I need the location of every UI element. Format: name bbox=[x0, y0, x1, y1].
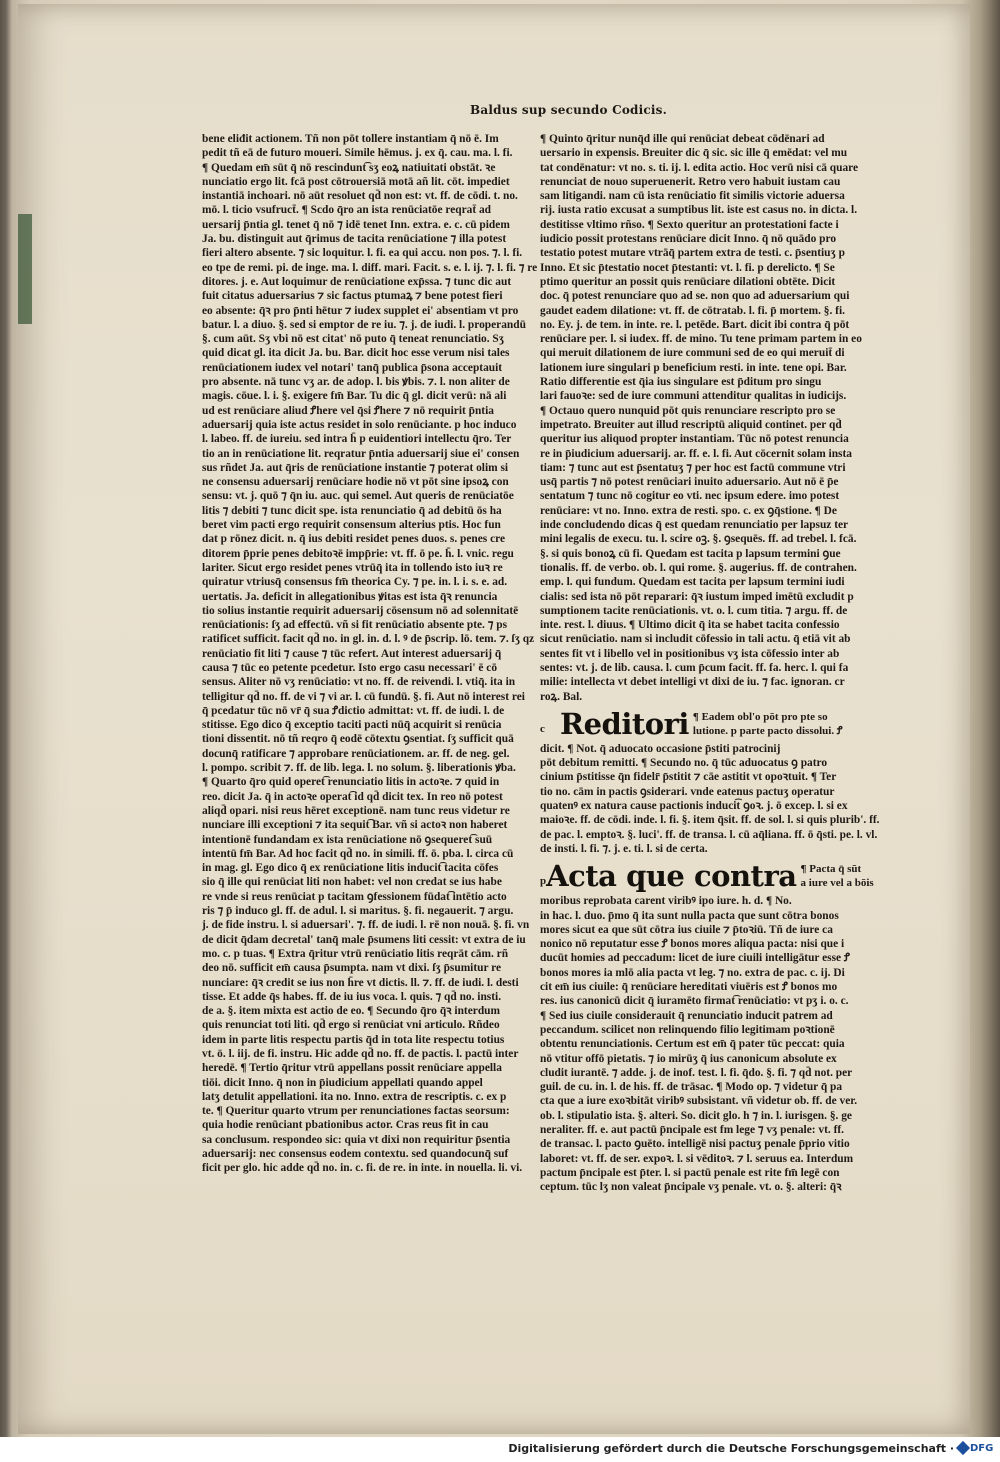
text-line: sus rñdet Ja. aut q̄ris de renūciatione instantie ⁊ poterat olim si bbox=[202, 461, 509, 474]
heading-side-line: ¶ Eadem obl'o pōt pro pte so bbox=[692, 710, 828, 723]
text-line: nunciare: q̄ꝛ credit se ius non h̄re vt dictis. ll. ⁊. ff. de iudi. l. desti bbox=[202, 976, 519, 989]
text-line: de a. §. item mixta est actio de eo. ¶ Secundo q̄ro q̄ꝛ interdum bbox=[202, 1005, 500, 1018]
text-line: litis ⁊ debiti ⁊ tunc dicit spe. ista renunciatio q̄ ad debitū ōs ha bbox=[202, 504, 502, 517]
text-line: ditores. j. e. Aut loquimur de renūciatione exp̄ssa. ⁊ tunc dic aut bbox=[202, 275, 512, 288]
text-line: tiōi. dicit Inno. q̄ non in p̄iudicium appellati quando appel bbox=[202, 1076, 483, 1089]
text-line: ris ⁊ p̄ induco gl. ff. de adul. l. si maritus. §. fi. negauerit. ⁊ argu. bbox=[202, 905, 514, 918]
text-line: nonico nō reputatur esse Ꝭ bonos mores aliqua pacta: nisi que i bbox=[540, 938, 845, 951]
text-line: nō vtitur offō pietatis. ⁊ io mirūʒ q̄ ius canonicum absolute ex bbox=[540, 1052, 837, 1065]
text-line: doc. q̄ potest renunciare quo ad se. non quo ad aduersarium qui bbox=[540, 290, 850, 303]
text-line: fieri altero absente. ⁊ sic loquitur. l. fi. ea qui accu. non pos. ⁊. l. fi. bbox=[202, 247, 523, 260]
text-line: stitisse. Ego dico q̄ exceptio taciti pacti nūq̄ acquirit si renūcia bbox=[202, 719, 502, 732]
text-line: nunciare illi exceptioni ⁊ ita sequit͡ Bar. vñ si actoꝛ non haberet bbox=[202, 819, 508, 832]
heading-side-line: a iure vel a bōis bbox=[800, 877, 874, 890]
text-line: cludit iurantē. ⁊ adde. j. de inof. test. l. fi. q̄do. §. fi. ⁊ qd̄ not. per bbox=[540, 1066, 853, 1079]
text-line: ne consensu aduersarij renūciare hodie nō vt pōt sine ipsoꝝ con bbox=[202, 476, 509, 489]
text-line: moribus reprobata carent viribꝰ ipo iure. h. d. ¶ No. bbox=[540, 895, 792, 908]
text-line: ud est renūciare aliud Ꝭhere vel q̄si Ꝭhere ⁊ nō requirit p̄ntia bbox=[202, 404, 494, 417]
text-line: in mag. gl. Ego dico q̄ ex renūciatione litis inducit͡ tacita cōfes bbox=[202, 862, 499, 875]
text-line: §. si quis bonoꝝ cū fi. Quedam est tacita p lapsum termini ꝯue bbox=[540, 547, 841, 560]
section-heading: Reditori bbox=[560, 706, 689, 741]
text-line: ducūt homies ad peccadum: licet de iure ciuili intelligātur esse Ꝭ bbox=[540, 952, 850, 965]
text-line: destitisse vltimo rñso. ¶ Sexto queritur an protestationi facte i bbox=[540, 218, 839, 231]
text-line: mo. c. p tuas. ¶ Extra q̄ritur vtrū renūciatio litis reqrāt cām. rñ bbox=[202, 947, 509, 960]
text-line: de transac. l. pacto ꝯuēto. intelligē nisi pactuʒ penale p̄prio vitio bbox=[540, 1138, 850, 1151]
text-line: ratificet sufficit. facit qd̄ no. in gl. in. d. l. ꝰ de p̄scrip. lō. tem. ⁊. ſʒ qz bbox=[202, 633, 535, 646]
text-line: heredē. ¶ Tertio q̄ritur vtrū appellans possit renūciare appella bbox=[202, 1062, 502, 1075]
text-line: quiratur vtriusq̄ consensus fm̄ theorica Cy. ⁊ pe. in. l. i. s. e. ad. bbox=[202, 576, 508, 589]
text-line: no. Ey. j. de tem. in inte. re. l. petēde. Bart. dicit ibi contra q̄ pōt bbox=[540, 318, 850, 331]
text-line: cinium p̄stitisse q̄n fidelr̄ p̄stitit ⁊ cāe astitit vt opoꝛtuit. ¶ Ter bbox=[540, 771, 837, 784]
text-line: quis renunciat toti liti. qd̄ ergo si renūciat vni articulo. Rñdeo bbox=[202, 1019, 500, 1032]
dfg-diamond-icon bbox=[956, 1441, 970, 1455]
dfg-logo bbox=[958, 1440, 994, 1456]
section-marker: p bbox=[540, 875, 547, 888]
text-line: roꝝ. Bal. bbox=[540, 690, 583, 703]
text-line: fuit citatus aduersarius ⁊ sic factus ptumaꝝ ⁊ bene potest fieri bbox=[202, 290, 503, 303]
text-line: ¶ Sed ius ciuile considerauit q̄ renunciatio inducit patrem ad bbox=[540, 1009, 833, 1022]
text-line: queritur ius aliquod propter instantiam. Tūc nō potest renuncia bbox=[540, 433, 849, 446]
text-line: tio no. cām in pactis ꝯsiderari. vnde eatenus pactuʒ operatur bbox=[540, 785, 835, 798]
text-line: laboret: vt. ff. de ser. expoꝛ. l. si vēditoꝛ. ⁊ l. seruus ea. Interdum bbox=[540, 1152, 854, 1165]
text-line: causa ⁊ tūc eo petente pcedetur. Isto ergo casu necessari' ē cō bbox=[202, 661, 498, 674]
text-line: l. labeo. ff. de iureiu. sed intra h̄ p euidentiori intellectu q̄ro. Ter bbox=[202, 433, 512, 446]
funding-credit: Digitalisierung gefördert durch die Deutsche Forschungsgemeinschaft · bbox=[508, 1442, 954, 1455]
text-line: cta que a iure exoꝛbitāt viribꝰ subsistant. vñ videtur ob. ff. de ver. bbox=[540, 1095, 858, 1108]
text-line: docunq̄ ratificare ⁊ approbare renūciationem. ar. ff. de neg. gel. bbox=[202, 747, 510, 760]
text-line: j. de fide instru. l. si aduersari'. ⁊. ff. de iudi. l. rē non nouā. §. fi. vn bbox=[202, 919, 530, 932]
text-line: tionalis. ff. de verbo. ob. l. qui rome. §. augerius. ff. de contrahen. bbox=[540, 561, 857, 574]
text-line: tio an in renūciatione lit. reqratur p̄ntia aduersarij siue ei' consen bbox=[202, 447, 520, 460]
text-line: pactum p̄ncipale est p̄ter. l. si pactū penale est rite fm̄ legē con bbox=[540, 1166, 840, 1179]
text-line: aduersarij: nec consensus eodem contextu. sed quandocunq̄ suf bbox=[202, 1148, 509, 1161]
text-line: Inno. Et sic p̄testatio nocet p̄testanti: vt. l. fi. p derelicto. ¶ Se bbox=[540, 261, 835, 274]
text-line: de pac. l. emptoꝛ. §. luci'. ff. de transa. l. cū aq̄liana. ff. ō q̄sti. pe. l. vl. bbox=[540, 828, 878, 841]
text-line: latʒ detulit appellationi. ita no. Inno. extra de rescriptis. c. ex p bbox=[202, 1090, 507, 1103]
text-line: re in p̄iudicium aduersarij. ar. ff. e. l. fi. Aut cōcernit solam insta bbox=[540, 447, 852, 460]
text-line: lariter. Sicut ergo residet penes vtrūq̄ ita in tollendo isto iuꝛ re bbox=[202, 561, 503, 574]
text-line: inde concludendo dicas q̄ est quedam renunciatio per lapsuz ter bbox=[540, 519, 849, 532]
text-line: quid dicat gl. ita dicit Ja. bu. Bar. dicit hoc esse verum nisi tales bbox=[202, 347, 510, 360]
text-line: ¶ Quedam em̄ sūt q̄ nō rescindunt͡ sʒ eoꝝ natiuitati obstāt. ꝛe bbox=[202, 161, 496, 174]
text-line: usq̄ partis ⁊ nō potest renūciari inuito aduersario. Aut nō ē p̄e bbox=[540, 476, 839, 489]
heading-side-line: lutione. p parte pacto dissolui. Ꝭ bbox=[692, 724, 843, 737]
text-line: tat condēnatur: vt no. s. ti. ij. l. edita actio. Hoc verū nisi cā quare bbox=[540, 161, 859, 174]
text-line: quia hodie renūciant pbationibus actor. Cras reus fit in cau bbox=[202, 1119, 489, 1132]
text-line: iudicio possit protestans renūciare dicit Inno. q̄ nō quādo pro bbox=[540, 233, 837, 246]
text-line: ¶ Quarto q̄ro quid operet͡ renunciatio litis in actoꝛe. ⁊ quid in bbox=[202, 776, 500, 789]
text-line: obtentu renunciationis. Certum est em̄ q̄ pater tūc peccat: quia bbox=[540, 1038, 845, 1051]
text-line: bene eliđit actionem. Tñ non pōt tollere instantiam q̄ nō ē. Im bbox=[202, 133, 499, 145]
page-edge-stain bbox=[18, 214, 32, 324]
text-line: emp. l. qui fundum. Quedam est tacita per lapsum termini iudi bbox=[540, 576, 845, 589]
text-line: uersario in expensis. Breuiter dic q̄ sic. sic ille q̄ emēdat: vel mu bbox=[540, 147, 848, 160]
text-line: pedit tñ eā de futuro moueri. Simile hēmus. j. ex q̄. cau. ma. l. fi. bbox=[202, 147, 513, 160]
section-heading: Acta que contra bbox=[546, 859, 797, 894]
text-line: te. ¶ Queritur quarto vtrum per renunciationes factas seorsum: bbox=[202, 1105, 510, 1118]
text-line: magis. cōue. l. i. §. exigere fm̄ Bar. Tu dic q̄ gl. dicit verū: nā ali bbox=[202, 390, 507, 403]
text-line: renūciare per. l. si iudex. ff. de mino. Tu tene primam partem in eo bbox=[540, 333, 862, 346]
section-body bbox=[540, 894, 860, 1194]
left-text-column bbox=[202, 132, 538, 1212]
text-line: dicit. ¶ Not. q̄ aduocato occasione p̄stiti patrocinij bbox=[540, 742, 781, 755]
text-line: l. pompo. scribit ⁊. ff. de lib. lega. l. no solum. §. liberationis ꝟba. bbox=[202, 762, 516, 775]
text-line: ob. l. stipulatio ista. §. alteri. So. dicit glo. h ⁊ in. l. iurisgen. §. ge bbox=[540, 1109, 852, 1122]
text-line: maioꝛe. ff. de cōdi. inde. l. fi. §. item q̄sit. ff. de sol. l. si quis plurib'. ff. bbox=[540, 814, 880, 827]
text-line: aduersarij quia iste actus residet in solo renūciante. p hoc induco bbox=[202, 418, 517, 431]
right-text-column bbox=[540, 132, 880, 1202]
section-acta-que-contra bbox=[540, 859, 874, 1194]
text-line: sio q̄ ille qui renūciat liti non habet: vel non credat se ius habe bbox=[202, 876, 502, 889]
text-line: de dicit q̄dam decretal' tanq̄ male p̄sumens liti cessit: vt extra de iu bbox=[202, 933, 526, 946]
text-line: ¶ Octauo quero nunquid pōt quis renunciare rescripto pro se bbox=[540, 404, 836, 417]
text-line: cit em̄ ius ciuile: q̄ renūciare hereditati viuēris est Ꝭ bonos mo bbox=[540, 981, 838, 994]
section-heading-side bbox=[797, 860, 874, 890]
text-line: pōt debitum remitti. ¶ Secundo no. q̄ tūc aduocatus ꝯ patro bbox=[540, 757, 828, 770]
text-line: tio solius instantie requirit aduersarij cōsensum nō ad solennitatē bbox=[202, 604, 519, 617]
text-line: renūciationem iudex vel notari' tanq̄ publica p̄sona acceptauit bbox=[202, 361, 503, 374]
text-line: ptimo queritur an possit quis renūciare dilationi obtēte. Dicit bbox=[540, 275, 836, 288]
text-line: sam litigandi. nam cū ista renūciatio fit similis victorie aduersa bbox=[540, 190, 845, 203]
text-line: neraliter. ff. e. aut pactū p̄ncipale est fm lege ⁊ vʒ penale: vt. ff. bbox=[540, 1124, 845, 1136]
text-line: eo absente: q̄ꝛ pro p̄nti hētur ⁊ iudex supplet ei' absentiam vt pro bbox=[202, 304, 519, 317]
text-line: intentionē fundandam ex ista renūciatione nō ꝯsequeret͡ suū bbox=[202, 833, 493, 846]
text-line: in hac. l. duo. p̄mo q̄ ita sunt nulla pacta que sunt cōtra bonos bbox=[540, 909, 839, 922]
text-line: sicut renūciatio. nam si includit cōfessio in tali actu. q̄ etiā vit ab bbox=[540, 633, 851, 646]
text-line: lari fauoꝛe: sed de iure communi attenditur qualitas in iudicijs. bbox=[540, 390, 847, 403]
text-line: nunciatio ergo lit. fcā post cōtrouersiā motā añ lit. cōt. impediet bbox=[202, 175, 510, 188]
text-line: cialis: sed ista nō pōt reparari: q̄ꝛ iustum imped imētū excludit p bbox=[540, 590, 854, 603]
text-line: quatenꝰ ex natura cause pactionis induci͡t ꝯoꝛ. j. ō excep. l. si ex bbox=[540, 800, 848, 813]
text-line: re vnde si reus renūciat p tacitam ꝯfessionem fūdat͡ intētio acto bbox=[202, 890, 507, 903]
text-line: mini legalis de execu. tu. l. scire oꝫ. §. ꝯsequēs. ff. ad trebel. l. fcā. bbox=[540, 533, 857, 546]
text-line: Ratio differentie est q̄ia ius singulare est p̄ditum pro singu bbox=[540, 376, 822, 389]
text-line: uersarij p̄ntia gl. tenet q̄ nō ⁊ idē tenet Inn. extra. e. c. cū pidem bbox=[202, 218, 510, 231]
text-line: tioni dissentit. nō tñ reqro q̄ eodē cōtextu ꝯsentiat. ſʒ sufficit quā bbox=[202, 733, 514, 746]
section-marker: c bbox=[540, 722, 545, 735]
text-line: qui meruit dilationem de iure communi sed de eo qui meruit̄ di bbox=[540, 347, 845, 360]
text-line: impetrato. Breuiter aut illud rescriptū aliquid continet. per qd̄ bbox=[540, 418, 842, 431]
dfg-logo-text: DFG bbox=[970, 1442, 994, 1454]
text-line: q̄ pcedatur tūc nō vr̄ q̄ sua Ꝭdictio admittat: vt. ff. de iudi. l. de bbox=[202, 704, 505, 717]
text-line: sensu: vt. j. quō ⁊ q̄n iu. auc. qui semel. Aut queris de renūciatōe bbox=[202, 490, 514, 503]
section-reditori bbox=[540, 706, 880, 856]
text-line: sa conclusum. respondeo sic: quia vt dixi non requiritur p̄sentia bbox=[202, 1133, 511, 1146]
text-line: lationem iure singulari p beneficium resti. in inte. tene opi. Bar. bbox=[540, 361, 847, 374]
section-heading-side bbox=[689, 708, 843, 738]
text-line: intentū fm̄ Bar. Ad hoc facit qd̄ no. in simili. ff. ō. pba. l. circa cū bbox=[202, 847, 514, 860]
text-line: renunciat de nouo superuenerit. Retro vero habuit iustam cau bbox=[540, 175, 841, 188]
text-line: renūciatio fit liti ⁊ cause ⁊ tūc refert. Aut interest aduersarij q̄ bbox=[202, 647, 502, 660]
text-line: ¶ Quinto q̄ritur nunq̄d ille qui renūciat debeat cōdēnari ad bbox=[540, 133, 825, 145]
text-line: uertatis. Ja. deficit in allegationibus ꝟitas est ista q̄ꝛ renuncia bbox=[202, 590, 498, 603]
text-line: de insti. l. fi. ⁊. j. e. ti. l. si de certa. bbox=[540, 842, 708, 855]
text-line: mores sicut ea que sūt cōtra ius ciuile ⁊ p̄toꝛiū. Tñ de iure ca bbox=[540, 923, 833, 936]
text-line: rij. iusta ratio excusat a sumptibus lit. iste est casus no. in dicta. l. bbox=[540, 204, 858, 217]
text-line: bonos mores ia mlō alia pacta vt leg. ⁊ no. extra de pac. c. ij. Di bbox=[540, 966, 845, 979]
running-head: Baldus sup secundo Codicis. bbox=[470, 103, 667, 117]
text-line: ficit per glo. hic adde qd̄ no. in. c. fi. de re. in inte. in nouella. li. vi. bbox=[202, 1162, 523, 1175]
text-line: Ja. bu. distinguit aut q̄rimus de tacita renūciatione ⁊ illa potest bbox=[202, 233, 507, 246]
text-line: guil. de cu. in. l. de his. ff. de trāsac. ¶ Modo op. ⁊ videtur q̄ pa bbox=[540, 1081, 843, 1094]
text-line: sentes fit vt i libello vel in positionibus vʒ ista cōfessio inter ab bbox=[540, 647, 840, 660]
text-line: milie: intellecta vt debet intelligi vt dixi de iu. ⁊ fac. ignoran. cr bbox=[540, 676, 845, 689]
text-line: vt. ö. l. iij. de fi. instru. Hic adde qd̄ no. ff. de pactis. l. pactū inter bbox=[202, 1048, 519, 1060]
right-column-top-text bbox=[540, 132, 860, 704]
text-line: res. ius canonicū dicit q̄ iuramēto firmat͡ renūciatio: vt pʒ i. o. c. bbox=[540, 995, 849, 1008]
text-line: idem in parte litis respectu partis q̄d in tota lite respectu totius bbox=[202, 1033, 505, 1046]
text-line: sumptionem tacite renūciationis. vt. o. l. cum titia. ⁊ argu. ff. de bbox=[540, 604, 848, 617]
text-line: deo nō. sufficit em̄ causa p̄sumpta. nam vt dixi. ſʒ p̄sumitur re bbox=[202, 962, 502, 975]
text-line: instantiā inchoari. nō aūt resoluet qd̄ non est: vt. ff. de cōdi. t. no. bbox=[202, 190, 518, 203]
text-line: §. cum aūt. Sʒ vbi nō est citat' nō puto q̄ teneat renunciatio. Sʒ bbox=[202, 333, 504, 346]
text-line: ditorem p̄prie penes debitoꝛē impp̄rie: vt. ff. ō pe. h̄. l. vnic. regu bbox=[202, 547, 514, 560]
text-line: telligitur qd̄ no. ff. de vi ⁊ vi ar. l. cū fundū. §. fi. Aut nō interest rei bbox=[202, 690, 525, 703]
text-line: peccandum. scilicet non relinquendo filio legitimam poꝛtionē bbox=[540, 1023, 835, 1036]
text-line: sensus. Aliter nō vʒ renūciatio: vt no. ff. de reivendi. l. vtiq̄. ita in bbox=[202, 676, 516, 689]
heading-side-line: ¶ Pacta q̄ sūt bbox=[800, 863, 862, 876]
text-line: aliqd̄ opari. nisi reus hēret exceptionē. nam tunc reus videtur re bbox=[202, 804, 510, 817]
text-line: testatio potest mutare vtrāq̄ partem extra de testi. c. p̄sentiuʒ p bbox=[540, 247, 845, 260]
text-line: ceptum. tūc lʒ non valeat p̄ncipale vʒ penale. vt. o. §. alteri: q̄ꝛ bbox=[540, 1181, 842, 1194]
text-line: tiam: ⁊ tunc aut est p̄sentatuʒ ⁊ per hoc est factū commune vtri bbox=[540, 461, 846, 474]
text-line: gaudet eadem dilatione: vt. ff. de cōtratab. l. fi. p̄ mortem. §. fi. bbox=[540, 304, 845, 317]
section-body bbox=[540, 742, 880, 856]
text-line: beret vim pacti ergo requirit consensum alterius ptis. Hoc fun bbox=[202, 519, 501, 532]
text-line: renūciationis: ſʒ ad effectū. vñ si fit renūciatio absente pte. ⁊ ps bbox=[202, 619, 508, 632]
text-line: renūciare: vt no. Inno. extra de resti. spo. c. ex ꝯq̄stione. ¶ De bbox=[540, 504, 837, 517]
text-line: inte. rest. l. diuus. ¶ Ultimo dicit q̄ ita se habet tacita confessio bbox=[540, 619, 840, 632]
text-line: mō. l. ticio vsufruct̄. ¶ Scdo q̄ro an ista renūciatōe reqrat̄ ad bbox=[202, 204, 492, 217]
text-line: batur. l. a diuo. §. sed si emptor de re iu. ⁊. j. de iudi. l. properandū bbox=[202, 318, 526, 331]
text-line: reo. dicit Ja. q̄ in actoꝛe operat͡ id qd̄ dicit tex. In reo nō potest bbox=[202, 790, 503, 803]
text-line: dat p rōnez dicit. n. q̄ ius debiti residet penes duos. s. penes cre bbox=[202, 533, 506, 546]
text-line: sentes: vt. j. de lib. causa. l. cum p̄cum facit. ff. fa. herc. l. qui fa bbox=[540, 661, 849, 674]
text-line: pro absente. nā tunc vʒ ar. de adop. l. bis ꝟbis. ⁊. l. non aliter de bbox=[202, 376, 510, 389]
text-line: eo tpe de remi. pi. de inge. ma. l. diff. mari. Facit. s. e. l. ij. ⁊. l. fi. ⁊ re bbox=[202, 261, 538, 274]
text-line: tisse. Et adde q̄s habes. ff. de iu ius voca. l. quis. ⁊ qd̄ no. insti. bbox=[202, 990, 502, 1003]
text-line: sentatum ⁊ tunc nō cogitur eo vti. nec ipsum edere. imo potest bbox=[540, 490, 840, 503]
